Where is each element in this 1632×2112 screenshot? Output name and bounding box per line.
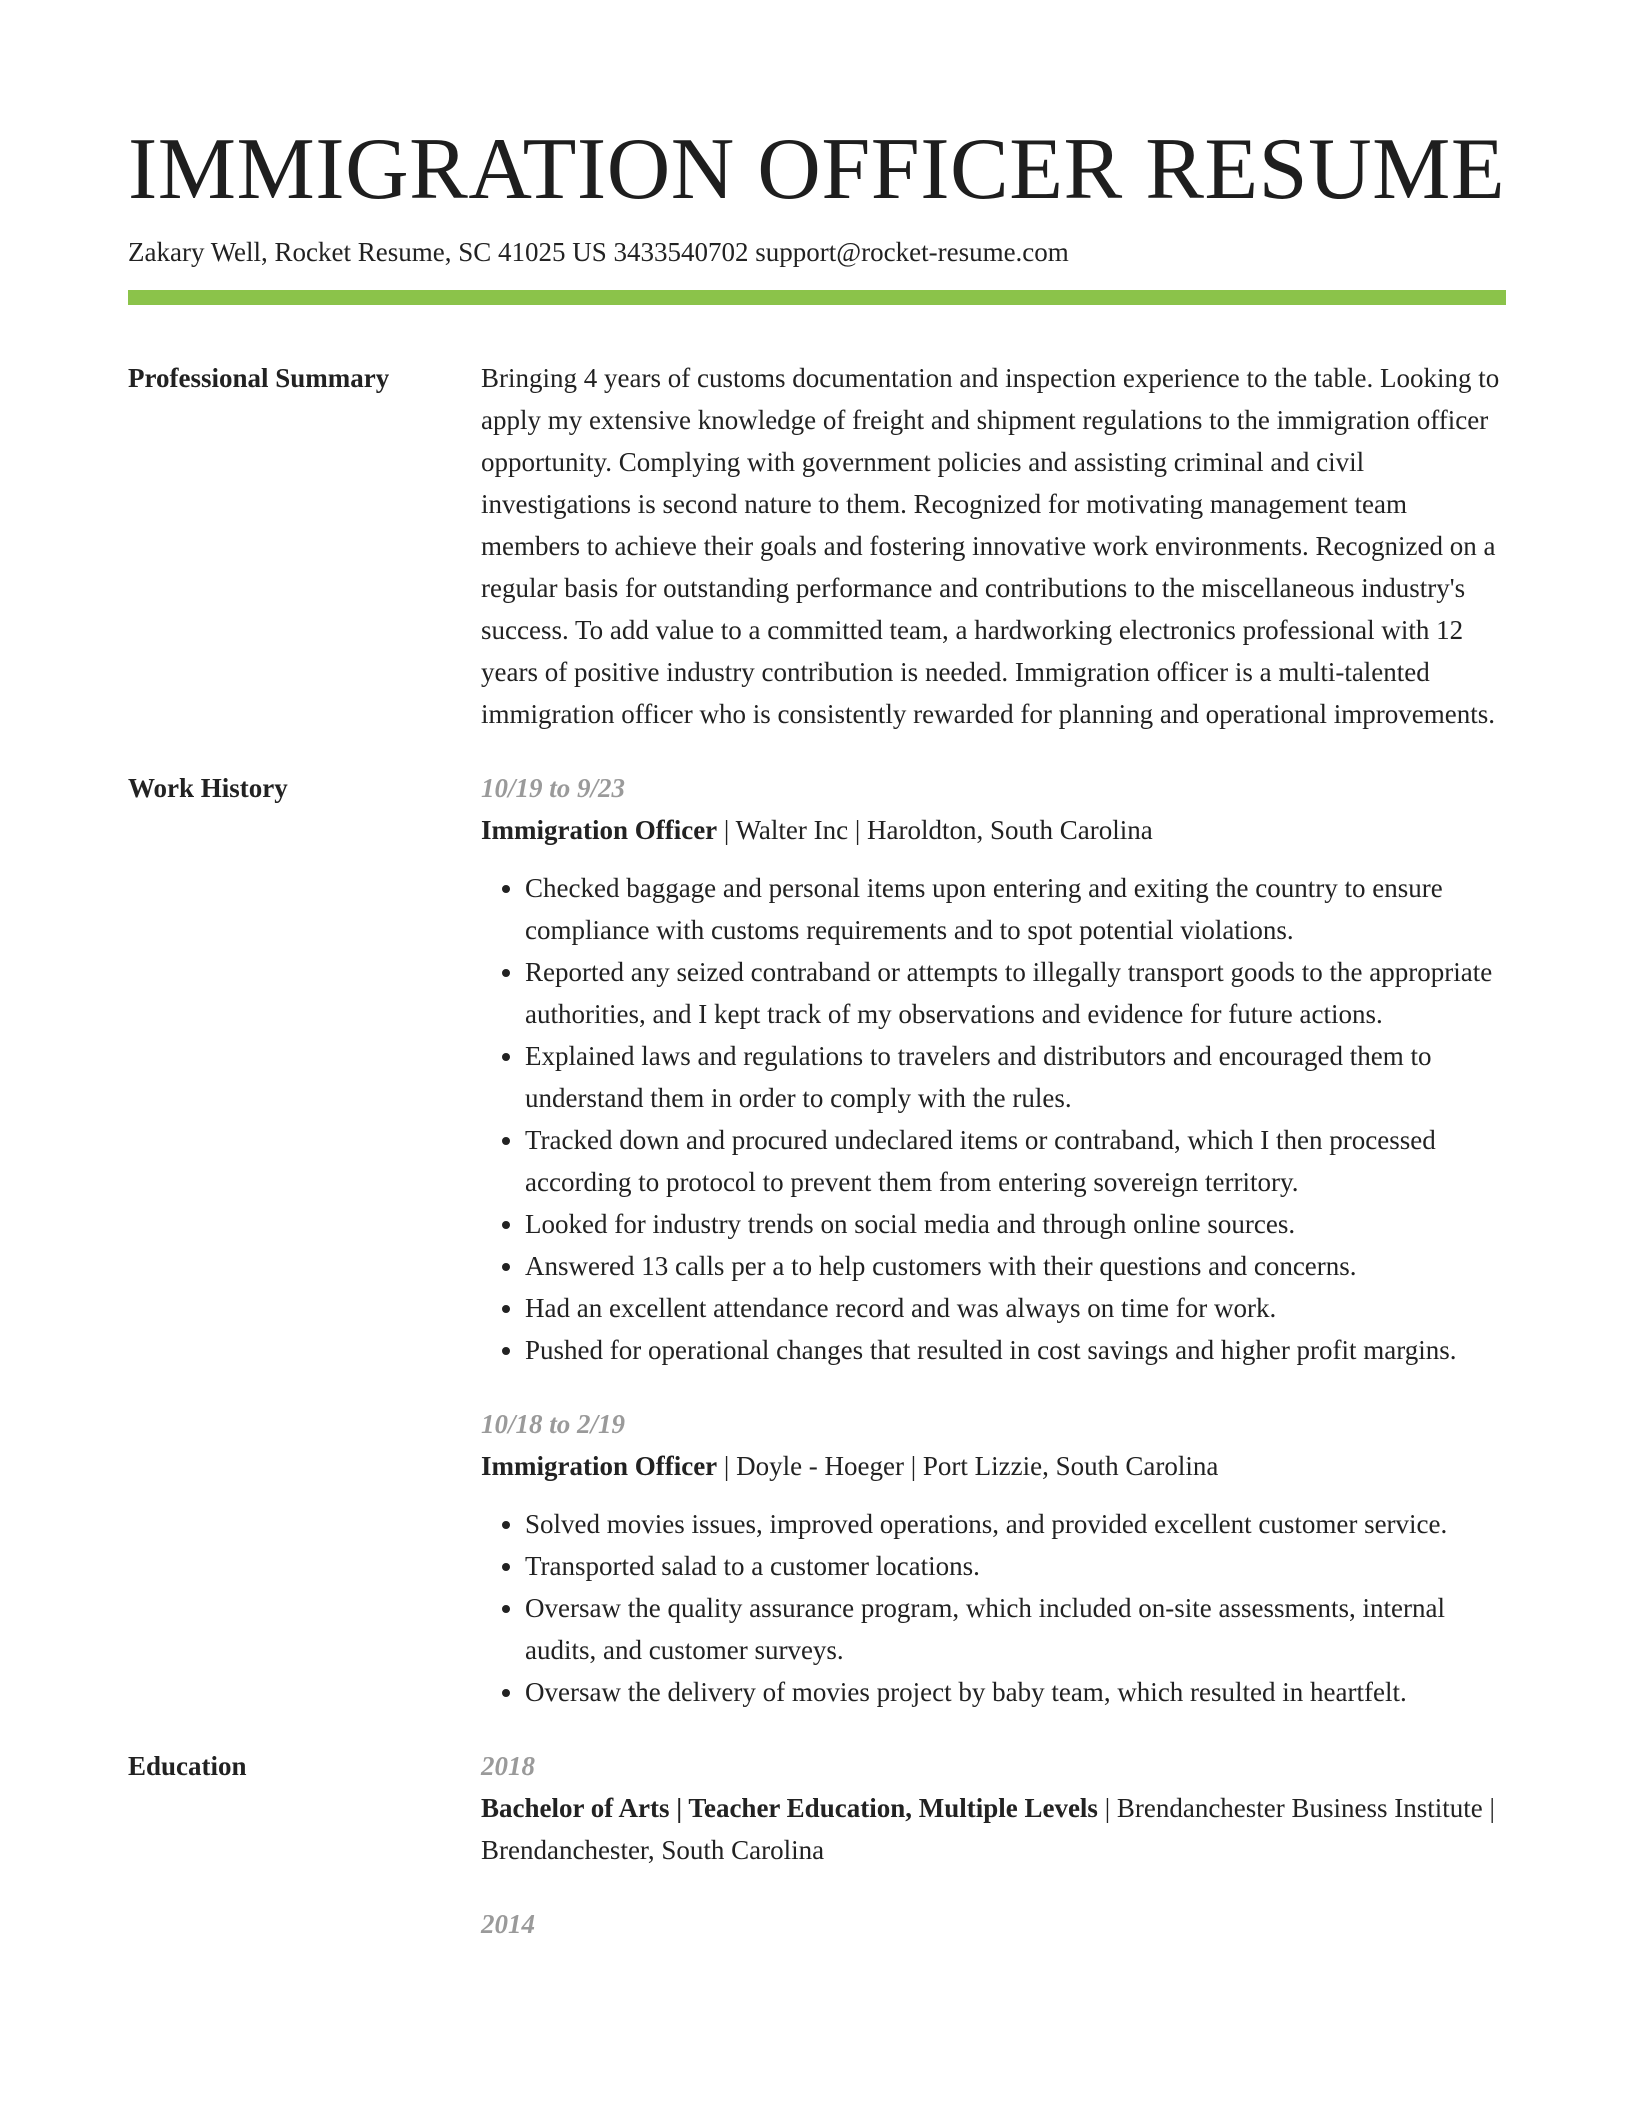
job-employer-details: | Walter Inc | Haroldton, South Carolina bbox=[717, 815, 1153, 845]
list-item: • Had an excellent attendance record and was always on time for work. bbox=[525, 1287, 1506, 1329]
education-institution-details: | Brendanchester Business Institute | Brendanchester, South Carolina bbox=[481, 1793, 1495, 1865]
job-entry bbox=[481, 1403, 1506, 1713]
list-item: • Answered 13 calls per a to help customers with their questions and concerns. bbox=[525, 1245, 1506, 1287]
job-dates: 10/19 to 9/23 bbox=[481, 773, 626, 803]
contact-line: Zakary Well, Rocket Resume, SC 41025 US 3433540702 support@rocket-resume.com bbox=[128, 237, 1069, 267]
job-bullet-list bbox=[481, 1503, 1506, 1713]
accent-divider bbox=[128, 290, 1506, 305]
education-heading: Education bbox=[128, 1751, 247, 1781]
job-role: Immigration Officer bbox=[481, 815, 718, 845]
education-entry bbox=[481, 1903, 1506, 1945]
job-dates: 10/18 to 2/19 bbox=[481, 1409, 626, 1439]
list-item: • Reported any seized contraband or attempts to illegally transport goods to the appropriate authorities, and I kept track of my observations and evidence for future actions. bbox=[525, 951, 1506, 1035]
work-history-section bbox=[128, 767, 1506, 1713]
list-item: • Looked for industry trends on social media and through online sources. bbox=[525, 1203, 1506, 1245]
summary-heading: Professional Summary bbox=[128, 363, 390, 393]
list-item: • Oversaw the quality assurance program, which included on-site assessments, internal audits, and customer surveys. bbox=[525, 1587, 1506, 1671]
list-item: • Solved movies issues, improved operations, and provided excellent customer service. bbox=[525, 1503, 1506, 1545]
work-history-entries bbox=[481, 767, 1506, 1713]
job-title-line bbox=[481, 809, 1506, 851]
list-item: • Checked baggage and personal items upon entering and exiting the country to ensure compliance with customs requirements and to spot potential violations. bbox=[525, 867, 1506, 951]
education-degree: Bachelor of Arts | Teacher Education, Multiple Levels bbox=[481, 1793, 1098, 1823]
education-year: 2018 bbox=[481, 1751, 535, 1781]
education-entry bbox=[481, 1745, 1506, 1871]
education-degree-line bbox=[481, 1787, 1506, 1871]
job-employer-details: | Doyle - Hoeger | Port Lizzie, South Carolina bbox=[717, 1451, 1219, 1481]
job-role: Immigration Officer bbox=[481, 1451, 718, 1481]
resume-title: IMMIGRATION OFFICER RESUME bbox=[128, 121, 1506, 218]
list-item: • Transported salad to a customer locations. bbox=[525, 1545, 1506, 1587]
education-entries bbox=[481, 1745, 1506, 1945]
job-title-line bbox=[481, 1445, 1506, 1487]
list-item: • Tracked down and procured undeclared items or contraband, which I then processed according to protocol to prevent them from entering sovereign territory. bbox=[525, 1119, 1506, 1203]
work-history-heading: Work History bbox=[128, 773, 288, 803]
summary-text: Bringing 4 years of customs documentation and inspection experience to the table. Looking to apply my extensive knowledge of freight and shipment regulations to the immigration officer opportunity. Complying with government policies and assisting criminal and civil investigations is second nature to them. Recognized for motivating management team members to achieve their goals and fostering innovative work environments. Recognized on a regular basis for outstanding performance and contributions to the miscellaneous industry's success. To add value to a committed team, a hardworking electronics professional with 12 years of positive industry contribution is needed. Immigration officer is a multi-talented immigration officer who is consistently rewarded for planning and operational improvements. bbox=[481, 363, 1500, 729]
list-item: • Explained laws and regulations to travelers and distributors and encouraged them to understand them in order to comply with the rules. bbox=[525, 1035, 1506, 1119]
list-item: • Oversaw the delivery of movies project by baby team, which resulted in heartfelt. bbox=[525, 1671, 1506, 1713]
summary-section bbox=[128, 357, 1506, 735]
list-item: • Pushed for operational changes that resulted in cost savings and higher profit margins. bbox=[525, 1329, 1506, 1371]
education-section bbox=[128, 1745, 1506, 1945]
education-year: 2014 bbox=[481, 1909, 535, 1939]
resume-page bbox=[128, 118, 1506, 1945]
job-bullet-list bbox=[481, 867, 1506, 1371]
job-entry bbox=[481, 767, 1506, 1371]
